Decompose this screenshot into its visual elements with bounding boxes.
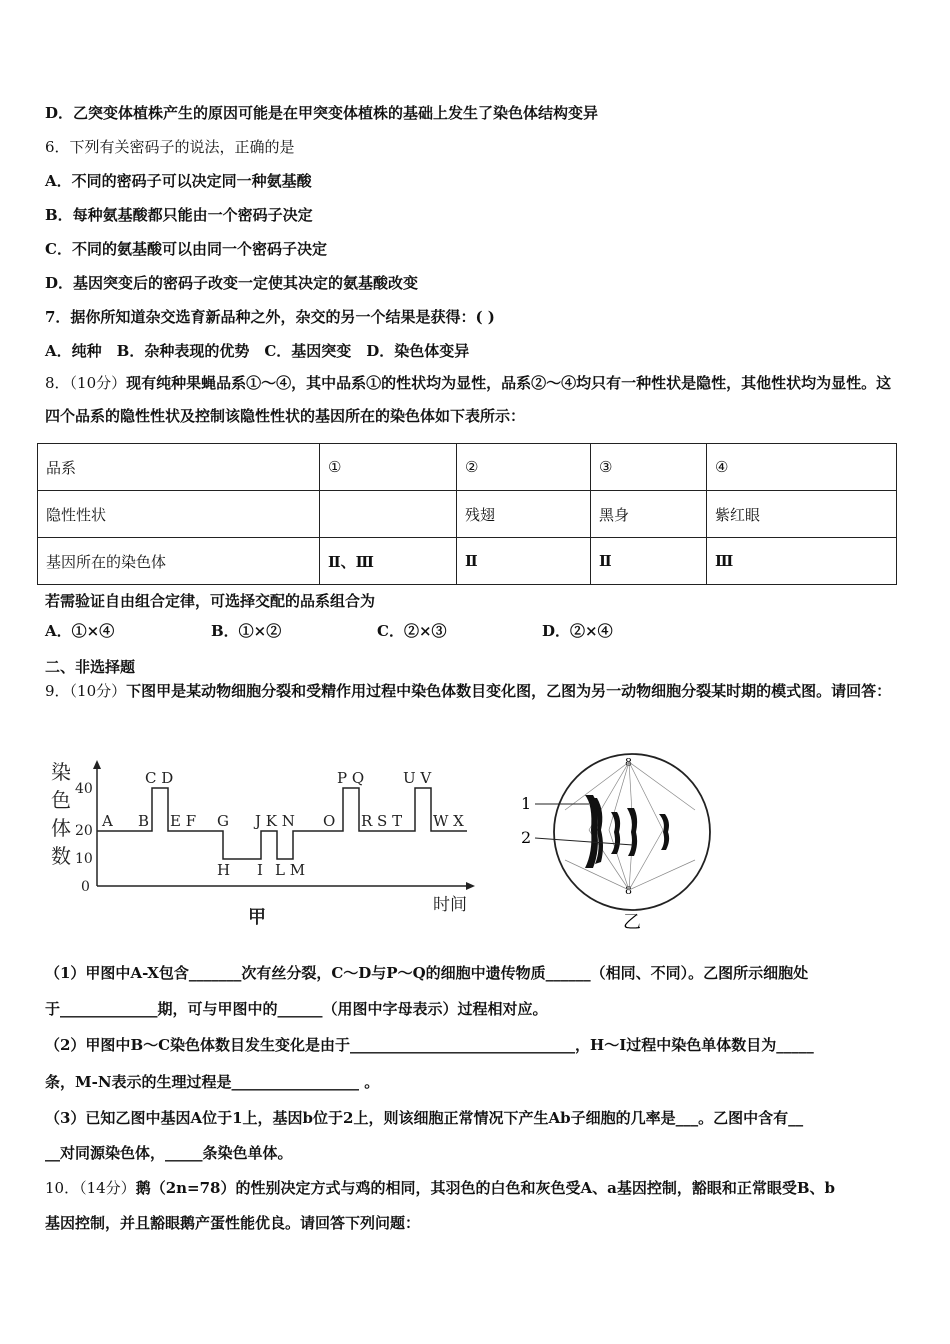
table-cell: ②: [457, 444, 591, 491]
label-JKN: J K N: [255, 812, 295, 830]
centriole-bottom: 8: [625, 884, 632, 897]
y-axis-label-4: 数: [51, 844, 71, 868]
table-cell: ③: [591, 444, 707, 491]
figure-caption-jia: 甲: [248, 907, 266, 928]
label-PQ: P Q: [337, 769, 365, 787]
table-cell: 紫红眼: [707, 491, 897, 538]
x-arrow: [466, 882, 475, 890]
table-row: [38, 491, 897, 538]
y-axis-label-1: 染: [51, 760, 71, 784]
q7-options: A．纯种 B．杂种表现的优势 C．基因突变 D．染色体变异: [45, 342, 470, 360]
q10-line1: 10．（14分）鹅（2n=78）的性别决定方式与鸡的相同，其羽色的白色和灰色受A、a基因控制，豁眼和正常眼受B、b: [45, 1179, 836, 1197]
q6-stem: 6．下列有关密码子的说法，正确的是: [45, 138, 295, 156]
figure-chromosome-graph: [45, 755, 485, 935]
table-cell: 隐性性状: [38, 491, 320, 538]
table-row: [38, 538, 897, 585]
q8-stem: 8．（10分）现有纯种果蝇品系①～④，其中品系①的性状均为显性，品系②～④均只有一种性状是隐性，其他性状均为显性。这四个品系的隐性性状及控制该隐性性状的基因所在的染色体如下表所示：: [45, 374, 892, 425]
table-cell: 基因所在的染色体: [38, 538, 320, 585]
q9-part3-line2: __对同源染色体，_____条染色单体。: [45, 1144, 293, 1162]
figure-caption-yi: 乙: [623, 912, 641, 933]
q9-part3-line1: （3）已知乙图中基因A位于1上，基因b位于2上，则该细胞正常情况下产生Ab子细胞的几率是___。乙图中含有__: [45, 1109, 804, 1127]
q8-table: [37, 443, 897, 585]
q8-option-d: D．②×④: [542, 622, 613, 640]
spindle-fibers: [565, 762, 695, 890]
q9-part1-line2: 于_____________期，可与甲图中的______（用图中字母表示）过程相对应。: [45, 1000, 548, 1018]
q8-after-table: 若需验证自由组合定律，可选择交配的品系组合为: [45, 592, 376, 610]
q5-option-d: D．乙突变体植株产生的原因可能是在甲突变体植株的基础上发生了染色体结构变异: [45, 104, 599, 122]
label-I: I: [257, 861, 263, 879]
y-axis-label-3: 体: [51, 816, 71, 840]
q9-stem: 9．（10分）下图甲是某动物细胞分裂和受精作用过程中染色体数目变化图，乙图为另一动物细胞分裂某时期的模式图。请回答：: [45, 682, 892, 700]
y-tick-40: 40: [75, 781, 93, 797]
label-B: B: [138, 812, 150, 830]
table-cell: Ⅱ: [591, 538, 707, 585]
label-RST: R S T: [361, 812, 403, 830]
label-A-B: A: [102, 812, 113, 830]
table-cell: Ⅲ: [707, 538, 897, 585]
q6-option-d: D．基因突变后的密码子改变一定使其决定的氨基酸改变: [45, 274, 419, 292]
table-cell: 黑身: [591, 491, 707, 538]
y-arrow: [93, 760, 101, 769]
x-axis-label: 时间: [433, 895, 467, 915]
q9-part2-line2: 条，M-N表示的生理过程是_________________ 。: [45, 1073, 380, 1091]
table-cell: 残翅: [457, 491, 591, 538]
table-cell: ④: [707, 444, 897, 491]
q10-line2: 基因控制，并且豁眼鹅产蛋性能优良。请回答下列问题：: [45, 1214, 421, 1232]
pointer-label-2: 2: [521, 828, 532, 847]
table-cell: Ⅱ、Ⅲ: [320, 538, 457, 585]
pointer-label-1: 1: [521, 794, 532, 813]
figure-cell-division: [505, 750, 725, 935]
q7-stem: 7．据你所知道杂交选育新品种之外，杂交的另一个结果是获得：( ): [45, 308, 495, 326]
q9-part1-line1: （1）甲图中A-X包含_______次有丝分裂，C～D与P～Q的细胞中遗传物质______（相同、不同）。乙图所示细胞处: [45, 964, 809, 982]
y-tick-10: 10: [75, 851, 93, 867]
label-LM: L M: [275, 861, 306, 879]
q8-option-c: C．②×③: [377, 622, 447, 640]
label-G: G: [217, 812, 229, 830]
label-EF: E F: [170, 812, 197, 830]
y-tick-20: 20: [75, 823, 93, 839]
y-tick-0: 0: [81, 879, 90, 895]
table-cell: [320, 491, 457, 538]
q9-part2-line1: （2）甲图中B～C染色体数目发生变化是由于______________________________，H～I过程中染色单体数目为_____: [45, 1036, 814, 1054]
label-WX: W X: [433, 812, 464, 830]
q6-option-b: B．每种氨基酸都只能由一个密码子决定: [45, 206, 313, 224]
label-H: H: [217, 861, 231, 879]
table-cell: ①: [320, 444, 457, 491]
table-cell: 品系: [38, 444, 320, 491]
chromosomes: [585, 795, 669, 868]
q8-option-b: B．①×②: [211, 622, 282, 640]
centriole-top: 8: [625, 756, 632, 769]
q6-option-a: A．不同的密码子可以决定同一种氨基酸: [45, 172, 312, 190]
section-heading: 二、非选择题: [45, 658, 136, 676]
label-CD: C D: [145, 769, 174, 787]
label-UV: U V: [403, 769, 432, 787]
q8-option-a: A．①×④: [45, 622, 115, 640]
y-axis-label-2: 色: [51, 788, 71, 812]
q6-option-c: C．不同的氨基酸可以由同一个密码子决定: [45, 240, 327, 258]
table-cell: Ⅱ: [457, 538, 591, 585]
label-O: O: [323, 812, 336, 830]
table-row: [38, 444, 897, 491]
